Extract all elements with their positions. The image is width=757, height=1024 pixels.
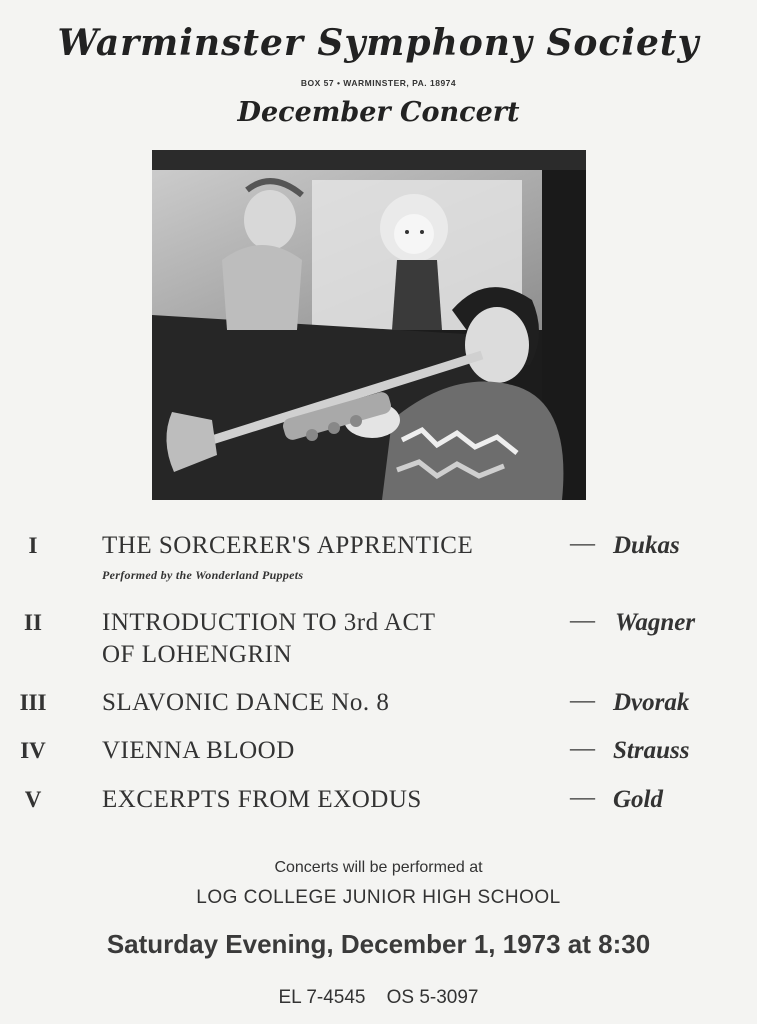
piece-title: VIENNA BLOOD: [102, 737, 295, 764]
composer-name: Dukas: [613, 532, 680, 559]
composer-name: Gold: [613, 786, 663, 813]
concert-date-time: Saturday Evening, December 1, 1973 at 8:30: [106, 929, 651, 959]
phone-numbers: EL 7-4545 OS 5-3097: [278, 987, 479, 1008]
piece-title: INTRODUCTION TO 3rd ACT: [102, 609, 436, 636]
concert-photo: [152, 150, 586, 500]
dash-separator: —: [570, 784, 595, 811]
performed-at-text: Concerts will be performed at: [274, 859, 483, 876]
composer-name: Strauss: [613, 737, 690, 764]
performer-note: Performed by the Wonderland Puppets: [102, 568, 304, 582]
trumpet-boy-illustration: [152, 150, 586, 500]
dash-separator: —: [570, 687, 595, 714]
society-title: Warminster Symphony Society: [57, 22, 700, 64]
composer-name: Wagner: [615, 609, 696, 636]
piece-title-continued: OF LOHENGRIN: [102, 641, 293, 668]
dash-separator: —: [570, 530, 595, 557]
program-numeral: V: [24, 787, 42, 812]
program-numeral: IV: [20, 738, 46, 763]
concert-title: December Concert: [237, 97, 520, 128]
piece-title: SLAVONIC DANCE No. 8: [102, 689, 390, 716]
program-numeral: III: [19, 690, 47, 715]
piece-title: EXCERPTS FROM EXODUS: [102, 786, 422, 813]
program-numeral: II: [24, 610, 42, 635]
composer-name: Dvorak: [613, 689, 690, 716]
piece-title: THE SORCERER'S APPRENTICE: [102, 532, 474, 559]
dash-separator: —: [570, 607, 595, 634]
dash-separator: —: [570, 735, 595, 762]
venue-name: LOG COLLEGE JUNIOR HIGH SCHOOL: [196, 887, 561, 908]
society-address: BOX 57 • WARMINSTER, PA. 18974: [300, 78, 457, 88]
program-numeral: I: [28, 533, 38, 558]
